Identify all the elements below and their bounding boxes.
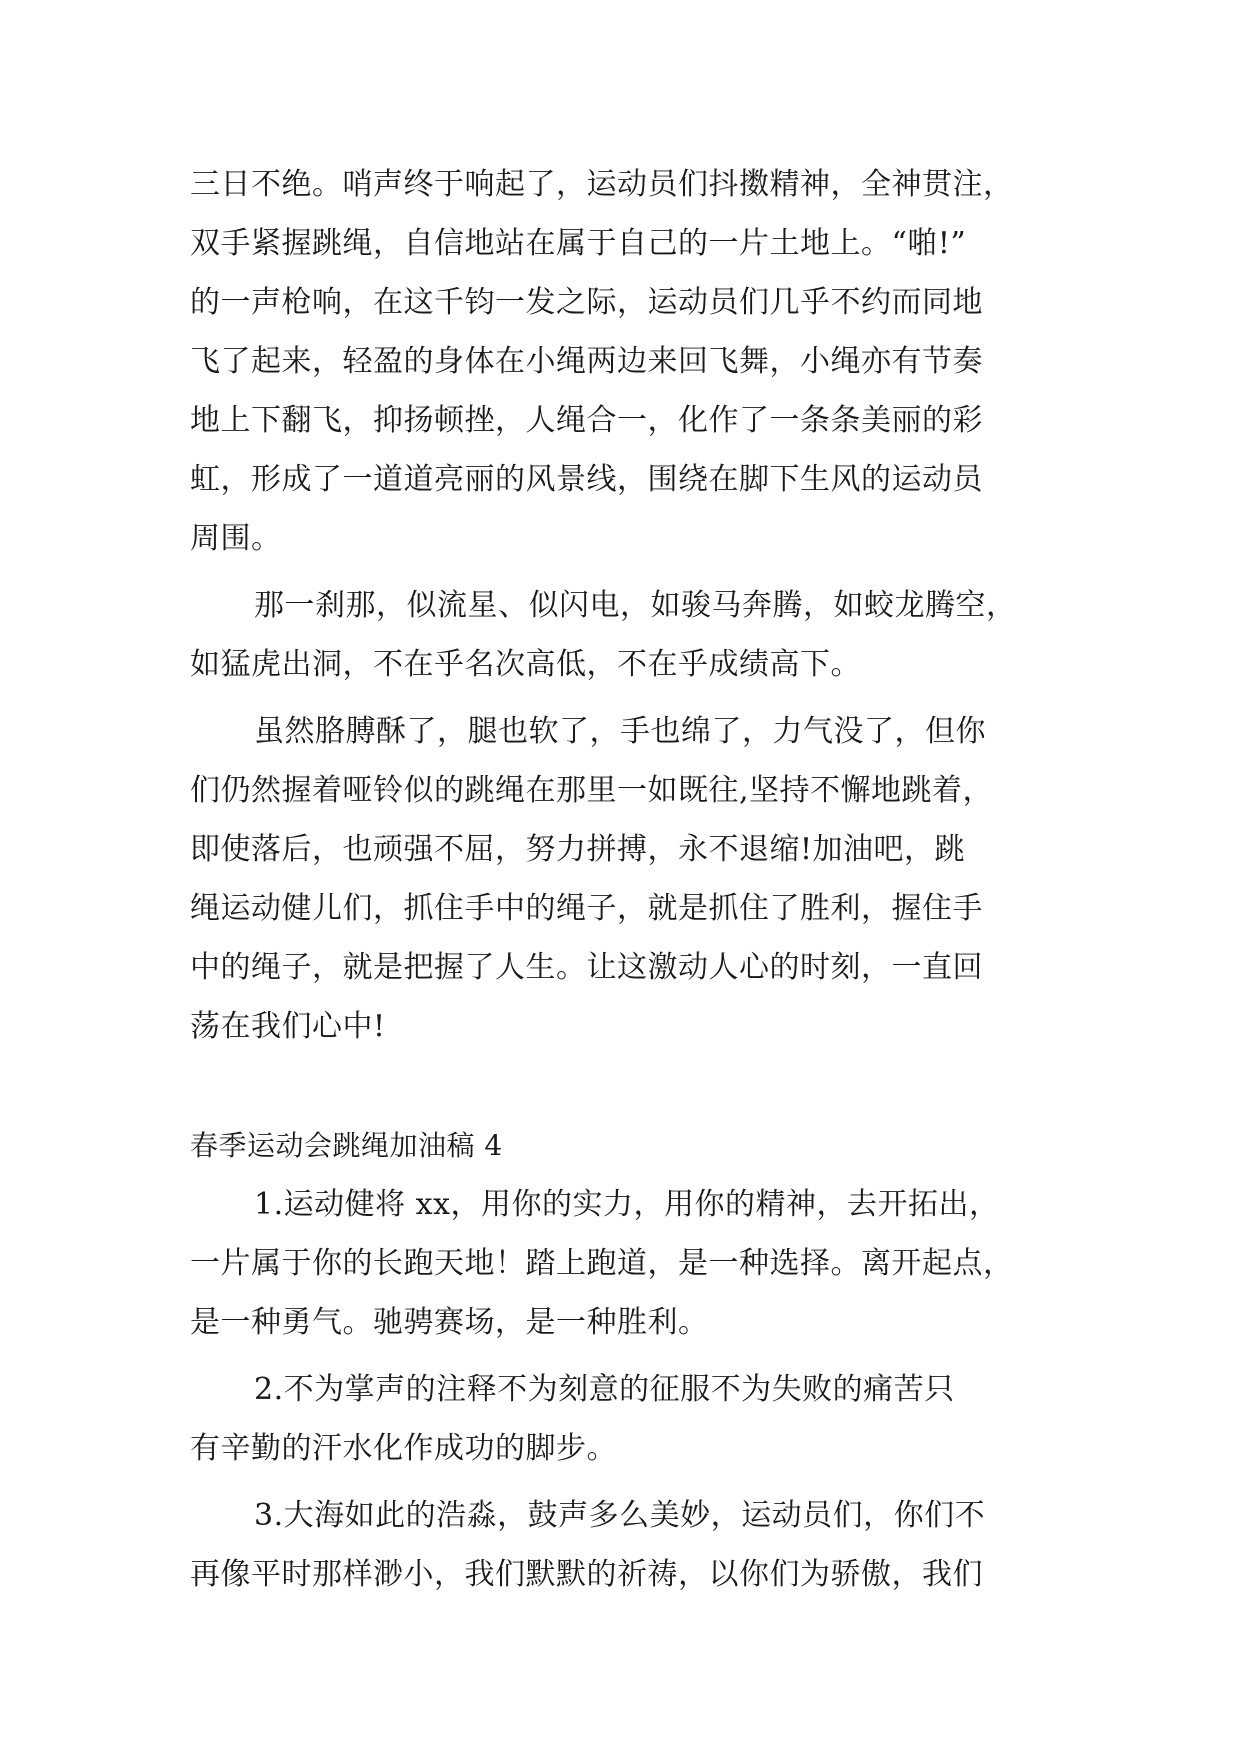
text-line: 2.不为掌声的注释不为刻意的征服不为失败的痛苦只 [254, 1372, 955, 1407]
text-line: 飞了起来，轻盈的身体在小绳两边来回飞舞，小绳亦有节奏 [190, 344, 983, 379]
text-line: 一片属于你的长跑天地！踏上跑道，是一种选择。离开起点， [190, 1246, 1014, 1281]
text-line: 虽然胳膊酥了，腿也软了，手也绵了，力气没了，但你 [254, 714, 986, 749]
list-item-3 [190, 1486, 1052, 1604]
paragraph-2 [190, 576, 1052, 694]
paragraph-spacer [190, 1352, 1052, 1360]
text-line: 1.运动健将 xx，用你的实力，用你的精神，去开拓出， [254, 1187, 1000, 1222]
text-line: 三日不绝。哨声终于响起了，运动员们抖擞精神，全神贯注， [190, 167, 1014, 202]
paragraph-spacer [190, 694, 1052, 702]
paragraph-3 [190, 702, 1052, 1056]
text-line: 周围。 [190, 521, 282, 556]
document-body [190, 155, 1052, 1604]
text-line: 虹，形成了一道道亮丽的风景线，围绕在脚下生风的运动员 [190, 462, 983, 497]
text-line: 3.大海如此的浩淼，鼓声多么美妙，运动员们，你们不 [254, 1498, 986, 1533]
section-title: 春季运动会跳绳加油稿 4 [190, 1129, 503, 1162]
text-line: 那一刹那，似流星、似闪电，如骏马奔腾，如蛟龙腾空， [254, 588, 1017, 623]
text-line: 有辛勤的汗水化作成功的脚步。 [190, 1431, 617, 1466]
text-line: 双手紧握跳绳，自信地站在属于自己的一片土地上。“啪!” [190, 226, 967, 261]
text-line: 地上下翻飞，抑扬顿挫，人绳合一，化作了一条条美丽的彩 [190, 403, 983, 438]
text-line: 即使落后，也顽强不屈，努力拼搏，永不退缩!加油吧，跳 [190, 832, 966, 867]
paragraph-spacer [190, 568, 1052, 576]
text-line: 绳运动健儿们，抓住手中的绳子，就是抓住了胜利，握住手 [190, 891, 983, 926]
section-spacer [190, 1056, 1052, 1116]
text-line: 是一种勇气。驰骋赛场，是一种胜利。 [190, 1305, 709, 1340]
list-item-2 [190, 1360, 1052, 1478]
list-item-1 [190, 1175, 1052, 1352]
text-line: 们仍然握着哑铃似的跳绳在那里一如既往,坚持不懈地跳着， [190, 773, 994, 808]
text-line: 如猛虎出洞，不在乎名次高低，不在乎成绩高下。 [190, 647, 861, 682]
paragraph-1 [190, 155, 1052, 568]
text-line: 的一声枪响，在这千钧一发之际，运动员们几乎不约而同地 [190, 285, 983, 320]
text-line: 中的绳子，就是把握了人生。让这激动人心的时刻，一直回 [190, 950, 983, 985]
text-line: 荡在我们心中! [190, 1009, 386, 1044]
text-line: 再像平时那样渺小，我们默默的祈祷，以你们为骄傲，我们 [190, 1557, 983, 1592]
paragraph-spacer [190, 1478, 1052, 1486]
